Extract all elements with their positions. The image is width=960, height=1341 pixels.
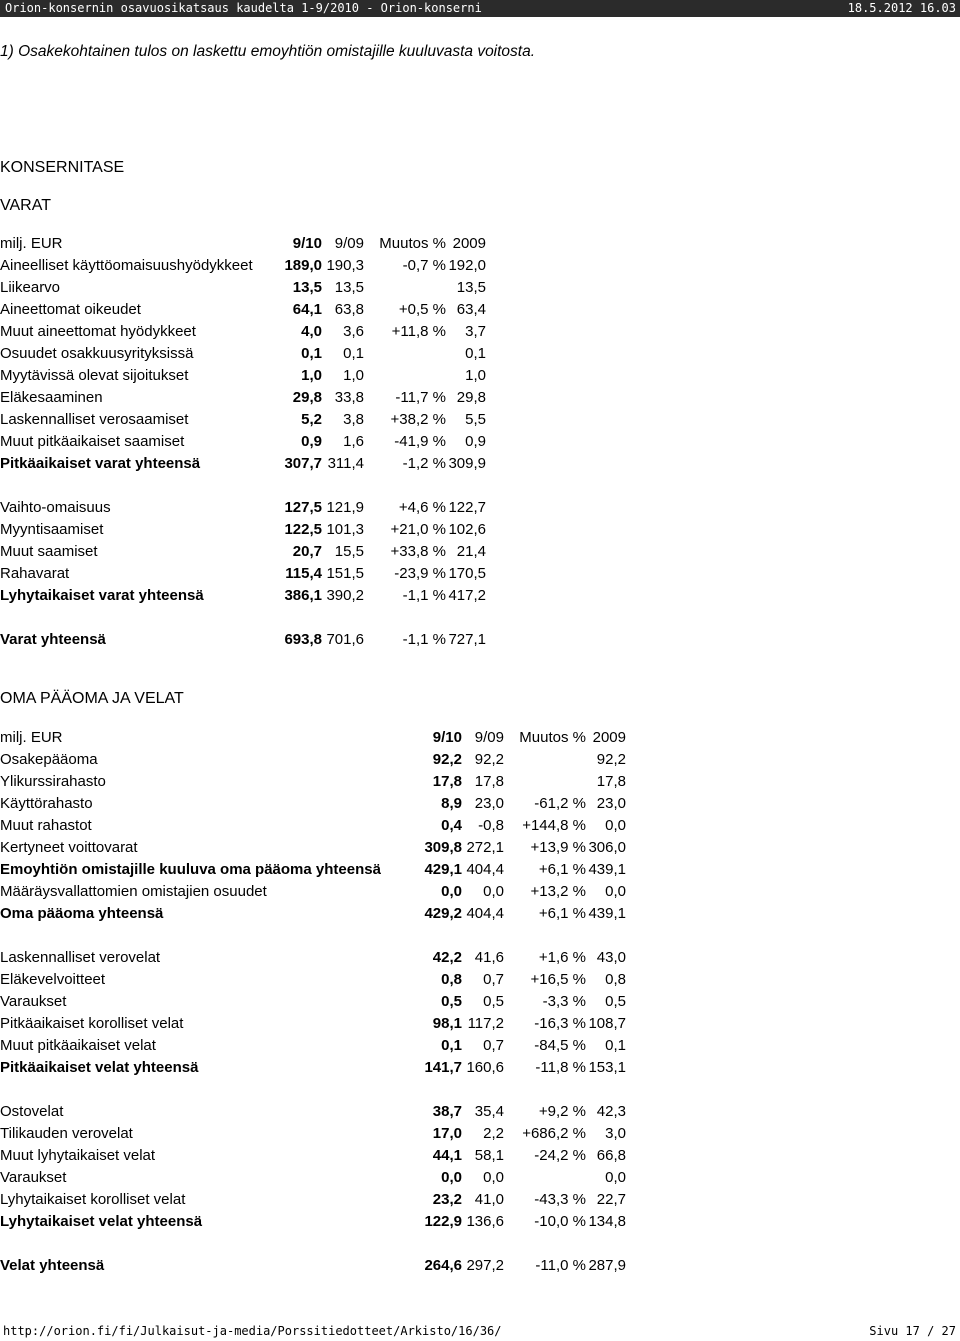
row-value: 307,7 xyxy=(284,455,322,472)
row-value: 0,5 xyxy=(441,993,462,1010)
row-value: 0,0 xyxy=(483,1169,504,1186)
row-value: 21,4 xyxy=(456,543,486,560)
row-label: Ostovelat xyxy=(0,1103,64,1120)
print-datetime: 18.5.2012 16.03 xyxy=(847,1,956,15)
table-row xyxy=(0,563,500,585)
row-label: Varaukset xyxy=(0,1169,67,1186)
table-row xyxy=(0,947,640,969)
row-value: 115,4 xyxy=(285,565,322,582)
table-row xyxy=(0,365,500,387)
column-header: 9/09 xyxy=(474,729,504,746)
row-label: Lyhytaikaiset varat yhteensä xyxy=(0,587,204,604)
row-label: Osuudet osakkuusyrityksissä xyxy=(0,345,194,362)
section-title-balance-sheet: KONSERNITASE xyxy=(0,159,125,176)
row-value: 404,4 xyxy=(466,861,504,878)
row-value: 29,8 xyxy=(456,389,486,406)
row-label: Pitkäaikaiset velat yhteensä xyxy=(0,1059,199,1076)
row-value: 390,2 xyxy=(326,587,364,604)
row-value: 727,1 xyxy=(448,631,486,648)
table-row xyxy=(0,475,500,497)
row-value: 20,7 xyxy=(292,543,322,560)
row-value: 0,0 xyxy=(605,1169,626,1186)
column-header: milj. EUR xyxy=(0,235,63,252)
row-value: -3,3 % xyxy=(542,993,586,1010)
row-value: 0,0 xyxy=(441,883,462,900)
row-value: 3,6 xyxy=(343,323,364,340)
row-value: +13,9 % xyxy=(530,839,586,856)
table-header-row xyxy=(0,727,640,749)
row-value: 58,1 xyxy=(474,1147,504,1164)
row-value: 151,5 xyxy=(326,565,364,582)
row-label: Vaihto-omaisuus xyxy=(0,499,111,516)
row-value: 0,1 xyxy=(441,1037,462,1054)
section-title-equity-liabilities: OMA PÄÄOMA JA VELAT xyxy=(0,690,184,707)
row-value: 287,9 xyxy=(588,1257,626,1274)
row-label: Muut pitkäaikaiset velat xyxy=(0,1037,156,1054)
table-row xyxy=(0,837,640,859)
row-label: Tilikauden verovelat xyxy=(0,1125,133,1142)
row-value: 0,7 xyxy=(483,1037,504,1054)
table-row xyxy=(0,409,500,431)
row-value: 0,5 xyxy=(483,993,504,1010)
row-value: 272,1 xyxy=(466,839,504,856)
table-row xyxy=(0,1079,640,1101)
row-value: 0,1 xyxy=(605,1037,626,1054)
row-value: 693,8 xyxy=(284,631,322,648)
row-label: Myyntisaamiset xyxy=(0,521,104,538)
row-value: -11,8 % xyxy=(535,1059,586,1076)
row-value: +33,8 % xyxy=(390,543,446,560)
row-value: 297,2 xyxy=(466,1257,504,1274)
row-value: 42,2 xyxy=(432,949,462,966)
table-row xyxy=(0,431,500,453)
row-value: 0,4 xyxy=(441,817,462,834)
row-label: Pitkäaikaiset varat yhteensä xyxy=(0,455,201,472)
table-row xyxy=(0,749,640,771)
row-value: 0,9 xyxy=(465,433,486,450)
row-value: 264,6 xyxy=(424,1257,462,1274)
column-header: Muutos % xyxy=(519,729,586,746)
row-value: 64,1 xyxy=(292,301,322,318)
row-value: 101,3 xyxy=(326,521,364,538)
row-value: 3,8 xyxy=(343,411,364,428)
row-value: -1,2 % xyxy=(402,455,446,472)
row-value: 429,2 xyxy=(424,905,462,922)
table-row xyxy=(0,793,640,815)
row-value: 41,0 xyxy=(474,1191,504,1208)
row-value: 0,1 xyxy=(465,345,486,362)
row-value: +13,2 % xyxy=(530,883,586,900)
row-value: 17,8 xyxy=(432,773,462,790)
row-label: Muut lyhytaikaiset velat xyxy=(0,1147,156,1164)
row-label: Emoyhtiön omistajille kuuluva oma pääoma yhteensä xyxy=(0,861,381,878)
table-row xyxy=(0,1101,640,1123)
row-value: +686,2 % xyxy=(522,1125,586,1142)
row-value: 127,5 xyxy=(284,499,322,516)
table-row xyxy=(0,1013,640,1035)
row-value: 141,7 xyxy=(424,1059,462,1076)
row-value: 0,9 xyxy=(301,433,322,450)
row-value: 429,1 xyxy=(424,861,462,878)
row-value: 160,6 xyxy=(466,1059,504,1076)
row-value: 136,6 xyxy=(466,1213,504,1230)
table-row xyxy=(0,1057,640,1079)
table-row xyxy=(0,497,500,519)
row-value: +11,8 % xyxy=(391,323,446,340)
row-value: 13,5 xyxy=(334,279,364,296)
row-value: 192,0 xyxy=(448,257,486,274)
row-value: 8,9 xyxy=(441,795,462,812)
row-label: Kertyneet voittovarat xyxy=(0,839,138,856)
row-value: -16,3 % xyxy=(534,1015,586,1032)
row-value: 0,0 xyxy=(605,817,626,834)
row-value: 102,6 xyxy=(448,521,486,538)
table-header-row xyxy=(0,233,500,255)
row-label: Käyttörahasto xyxy=(0,795,93,812)
row-value: 35,4 xyxy=(474,1103,504,1120)
row-value: -0,7 % xyxy=(402,257,446,274)
table-row xyxy=(0,1233,640,1255)
row-value: 0,0 xyxy=(605,883,626,900)
row-label: Laskennalliset verosaamiset xyxy=(0,411,189,428)
row-label: Muut saamiset xyxy=(0,543,98,560)
row-value: 309,8 xyxy=(424,839,462,856)
page-url: http://orion.fi/fi/Julkaisut-ja-media/Porssitiedotteet/Arkisto/16/36/ xyxy=(3,1324,502,1338)
row-label: Eläkesaaminen xyxy=(0,389,103,406)
row-value: 417,2 xyxy=(448,587,486,604)
table-row xyxy=(0,991,640,1013)
row-value: 15,5 xyxy=(334,543,364,560)
row-value: 1,0 xyxy=(301,367,322,384)
row-label: Velat yhteensä xyxy=(0,1257,105,1274)
row-value: -41,9 % xyxy=(394,433,446,450)
row-value: 66,8 xyxy=(596,1147,626,1164)
row-value: 439,1 xyxy=(588,905,626,922)
row-value: 4,0 xyxy=(301,323,322,340)
table-row xyxy=(0,1035,640,1057)
table-row xyxy=(0,519,500,541)
row-value: 386,1 xyxy=(284,587,322,604)
row-value: 63,8 xyxy=(334,301,364,318)
row-value: 0,8 xyxy=(441,971,462,988)
table-row xyxy=(0,1211,640,1233)
table-row xyxy=(0,629,500,651)
equity-liabilities-table xyxy=(0,727,640,1277)
table-row xyxy=(0,903,640,925)
table-row xyxy=(0,343,500,365)
row-value: 98,1 xyxy=(432,1015,462,1032)
row-value: 134,8 xyxy=(588,1213,626,1230)
row-value: -11,7 % xyxy=(395,389,446,406)
table-row xyxy=(0,277,500,299)
row-value: +16,5 % xyxy=(530,971,586,988)
row-value: +1,6 % xyxy=(538,949,586,966)
column-header: 9/10 xyxy=(432,729,462,746)
row-value: +6,1 % xyxy=(538,905,586,922)
row-value: 309,9 xyxy=(448,455,486,472)
row-value: 108,7 xyxy=(588,1015,626,1032)
row-value: 404,4 xyxy=(466,905,504,922)
row-value: -23,9 % xyxy=(394,565,446,582)
row-value: 0,0 xyxy=(441,1169,462,1186)
row-value: 41,6 xyxy=(474,949,504,966)
column-header: milj. EUR xyxy=(0,729,63,746)
row-value: 23,2 xyxy=(432,1191,462,1208)
row-label: Määräysvallattomien omistajien osuudet xyxy=(0,883,267,900)
row-value: 92,2 xyxy=(432,751,462,768)
row-label: Lyhytaikaiset korolliset velat xyxy=(0,1191,186,1208)
column-header: 9/09 xyxy=(334,235,364,252)
row-value: 0,1 xyxy=(301,345,322,362)
row-value: 121,9 xyxy=(326,499,364,516)
row-label: Pitkäaikaiset korolliset velat xyxy=(0,1015,184,1032)
row-label: Aineelliset käyttöomaisuushyödykkeet xyxy=(0,257,253,274)
row-value: -43,3 % xyxy=(534,1191,586,1208)
row-value: +9,2 % xyxy=(538,1103,586,1120)
row-value: +6,1 % xyxy=(538,861,586,878)
row-value: 38,7 xyxy=(432,1103,462,1120)
row-label: Lyhytaikaiset velat yhteensä xyxy=(0,1213,203,1230)
section-title-assets: VARAT xyxy=(0,197,51,214)
row-value: -0,8 xyxy=(478,817,504,834)
row-value: 306,0 xyxy=(588,839,626,856)
row-value: 33,8 xyxy=(334,389,364,406)
row-value: 92,2 xyxy=(596,751,626,768)
row-value: 2,2 xyxy=(483,1125,504,1142)
row-value: 42,3 xyxy=(596,1103,626,1120)
row-value: 3,7 xyxy=(465,323,486,340)
row-value: +21,0 % xyxy=(390,521,446,538)
row-value: 0,5 xyxy=(605,993,626,1010)
page-number: Sivu 17 / 27 xyxy=(869,1324,956,1338)
row-value: 5,5 xyxy=(465,411,486,428)
row-value: 43,0 xyxy=(596,949,626,966)
table-row xyxy=(0,387,500,409)
column-header: 2009 xyxy=(592,729,626,746)
row-label: Varaukset xyxy=(0,993,67,1010)
row-value: 29,8 xyxy=(292,389,322,406)
row-label: Liikearvo xyxy=(0,279,61,296)
row-label: Laskennalliset verovelat xyxy=(0,949,161,966)
column-header: 9/10 xyxy=(292,235,322,252)
row-value: 13,5 xyxy=(292,279,322,296)
row-value: 5,2 xyxy=(301,411,322,428)
row-label: Varat yhteensä xyxy=(0,631,106,648)
row-value: -24,2 % xyxy=(534,1147,586,1164)
row-value: 0,1 xyxy=(343,345,364,362)
row-value: +144,8 % xyxy=(522,817,586,834)
row-value: 439,1 xyxy=(588,861,626,878)
table-row xyxy=(0,541,500,563)
row-value: 190,3 xyxy=(326,257,364,274)
row-value: 701,6 xyxy=(326,631,364,648)
row-value: 170,5 xyxy=(448,565,486,582)
print-header xyxy=(0,0,960,17)
row-label: Osakepääoma xyxy=(0,751,98,768)
table-row xyxy=(0,771,640,793)
print-footer xyxy=(0,1322,960,1341)
table-row xyxy=(0,255,500,277)
row-label: Oma pääoma yhteensä xyxy=(0,905,164,922)
column-header: 2009 xyxy=(452,235,486,252)
table-row xyxy=(0,299,500,321)
table-row xyxy=(0,607,500,629)
row-value: 122,9 xyxy=(424,1213,462,1230)
row-value: 13,5 xyxy=(456,279,486,296)
row-value: 122,5 xyxy=(284,521,322,538)
row-value: 17,0 xyxy=(432,1125,462,1142)
table-row xyxy=(0,1123,640,1145)
row-value: 23,0 xyxy=(474,795,504,812)
table-row xyxy=(0,585,500,607)
row-value: 63,4 xyxy=(456,301,486,318)
row-value: 0,0 xyxy=(483,883,504,900)
row-value: +4,6 % xyxy=(398,499,446,516)
row-label: Rahavarat xyxy=(0,565,70,582)
row-value: 17,8 xyxy=(596,773,626,790)
row-label: Muut rahastot xyxy=(0,817,92,834)
row-value: 0,7 xyxy=(483,971,504,988)
row-label: Ylikurssirahasto xyxy=(0,773,106,790)
table-row xyxy=(0,815,640,837)
row-value: +0,5 % xyxy=(398,301,446,318)
table-row xyxy=(0,859,640,881)
footnote: 1) Osakekohtainen tulos on laskettu emoyhtiön omistajille kuuluvasta voitosta. xyxy=(0,43,536,60)
row-value: -1,1 % xyxy=(402,587,446,604)
row-value: -1,1 % xyxy=(402,631,446,648)
row-value: -11,0 % xyxy=(535,1257,586,1274)
row-label: Aineettomat oikeudet xyxy=(0,301,141,318)
row-value: 17,8 xyxy=(474,773,504,790)
table-row xyxy=(0,1255,640,1277)
row-label: Muut aineettomat hyödykkeet xyxy=(0,323,196,340)
row-value: 117,2 xyxy=(467,1015,504,1032)
table-row xyxy=(0,925,640,947)
row-label: Myytävissä olevat sijoitukset xyxy=(0,367,189,384)
row-label: Eläkevelvoitteet xyxy=(0,971,106,988)
row-value: 1,6 xyxy=(343,433,364,450)
row-value: 0,8 xyxy=(605,971,626,988)
row-value: 92,2 xyxy=(474,751,504,768)
assets-table xyxy=(0,233,500,651)
table-row xyxy=(0,1189,640,1211)
row-value: -61,2 % xyxy=(534,795,586,812)
row-label: Muut pitkäaikaiset saamiset xyxy=(0,433,185,450)
row-value: 23,0 xyxy=(596,795,626,812)
row-value: -84,5 % xyxy=(534,1037,586,1054)
table-row xyxy=(0,1167,640,1189)
row-value: 1,0 xyxy=(465,367,486,384)
row-value: 122,7 xyxy=(448,499,486,516)
table-row xyxy=(0,453,500,475)
row-value: 153,1 xyxy=(588,1059,626,1076)
column-header: Muutos % xyxy=(379,235,446,252)
document-title: Orion-konsernin osavuosikatsaus kaudelta 1-9/2010 - Orion-konserni xyxy=(5,1,482,15)
table-row xyxy=(0,321,500,343)
row-value: 44,1 xyxy=(432,1147,462,1164)
table-row xyxy=(0,969,640,991)
row-value: -10,0 % xyxy=(534,1213,586,1230)
row-value: 311,4 xyxy=(327,455,364,472)
row-value: 3,0 xyxy=(605,1125,626,1142)
row-value: 1,0 xyxy=(343,367,364,384)
table-row xyxy=(0,1145,640,1167)
table-row xyxy=(0,881,640,903)
row-value: +38,2 % xyxy=(390,411,446,428)
row-value: 189,0 xyxy=(284,257,322,274)
row-value: 22,7 xyxy=(596,1191,626,1208)
